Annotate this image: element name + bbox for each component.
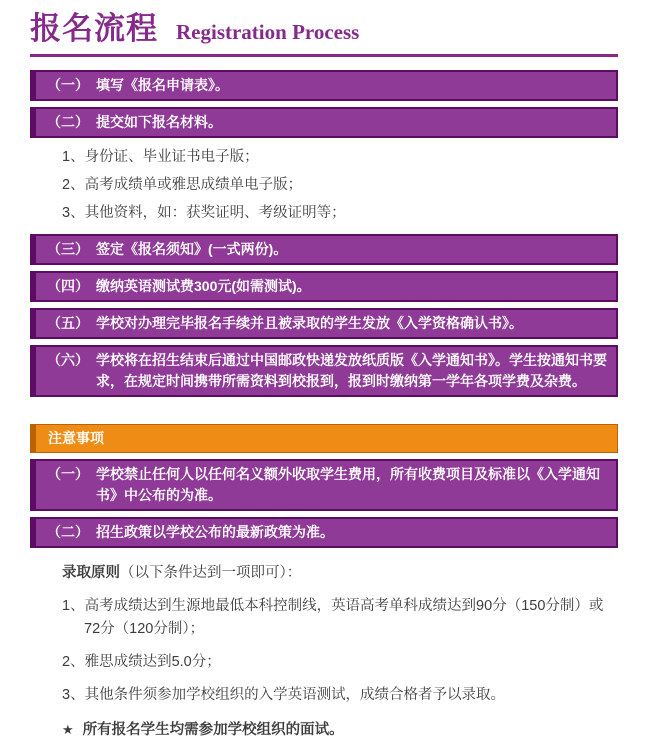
admission-principles-heading — [62, 562, 618, 585]
step-bar-6 — [30, 345, 618, 397]
notice-number: （二） — [47, 524, 89, 541]
admission-condition: 3、其他条件须参加学校组织的入学英语测试，成绩合格者予以录取。 — [62, 687, 506, 704]
step-bar-2 — [30, 107, 618, 138]
step-number: （五） — [47, 315, 89, 332]
interview-note-text: 所有报名学生均需参加学校组织的面试。 — [82, 722, 344, 739]
step-number: （四） — [47, 278, 89, 295]
step-bar-5 — [30, 308, 618, 339]
page-title-english: Registration Process — [176, 20, 360, 44]
page-header — [30, 10, 618, 49]
step-text: 签定《报名须知》(一式两份)。 — [96, 241, 288, 258]
step-text: 填写《报名申请表》。 — [96, 76, 229, 93]
header-divider — [30, 54, 618, 57]
notice-number: （一） — [47, 466, 89, 483]
step-text: 缴纳英语测试费300元(如需测试)。 — [96, 278, 311, 295]
admission-principles-subtitle: （以下条件达到一项即可）： — [120, 565, 302, 582]
notice-text: 招生政策以学校公布的最新政策为准。 — [96, 524, 334, 541]
step-number: （一） — [47, 76, 89, 93]
step-bar-3 — [30, 234, 618, 265]
list-item: 2、高考成绩单或雅思成绩单电子版； — [62, 176, 303, 193]
admission-condition: 1、高考成绩达到生源地最低本科控制线，英语高考单科成绩达到90分（150分制）或72分（120分制）； — [62, 597, 604, 638]
notice-header-bar — [30, 424, 618, 453]
notice-header-label: 注意事项 — [48, 430, 104, 447]
step-bar-4 — [30, 271, 618, 302]
step-number: （二） — [47, 113, 89, 130]
admission-condition: 2、雅思成绩达到5.0分； — [62, 654, 221, 671]
step-bar-1 — [30, 70, 618, 101]
step-2-materials-list — [30, 146, 618, 226]
step-number: （三） — [47, 241, 89, 258]
notice-bar-1 — [30, 459, 618, 511]
notice-section — [30, 424, 618, 739]
step-text: 学校将在招生结束后通过中国邮政快递发放纸质版《入学通知书》。学生按通知书要求，在规定时间携带所需资料到校报到，报到时缴纳第一学年各项学费及杂费。 — [96, 352, 607, 390]
notice-text: 学校禁止任何人以任何名义额外收取学生费用，所有收费项目及标准以《入学通知书》中公布的为准。 — [96, 466, 600, 504]
step-number: （六） — [47, 352, 89, 369]
step-text: 学校对办理完毕报名手续并且被录取的学生发放《入学资格确认书》。 — [96, 315, 523, 332]
star-icon: ★ — [62, 722, 74, 738]
interview-note — [62, 718, 618, 739]
admission-principles-title: 录取原则 — [62, 565, 120, 582]
step-text: 提交如下报名材料。 — [96, 113, 222, 130]
list-item: 1、身份证、毕业证书电子版； — [62, 148, 259, 165]
notice-bar-2 — [30, 517, 618, 548]
steps-section — [30, 70, 618, 398]
list-item: 3、其他资料，如：获奖证明、考级证明等； — [62, 205, 346, 222]
admission-principles — [30, 562, 618, 739]
page-title: 报名流程 — [30, 11, 158, 46]
